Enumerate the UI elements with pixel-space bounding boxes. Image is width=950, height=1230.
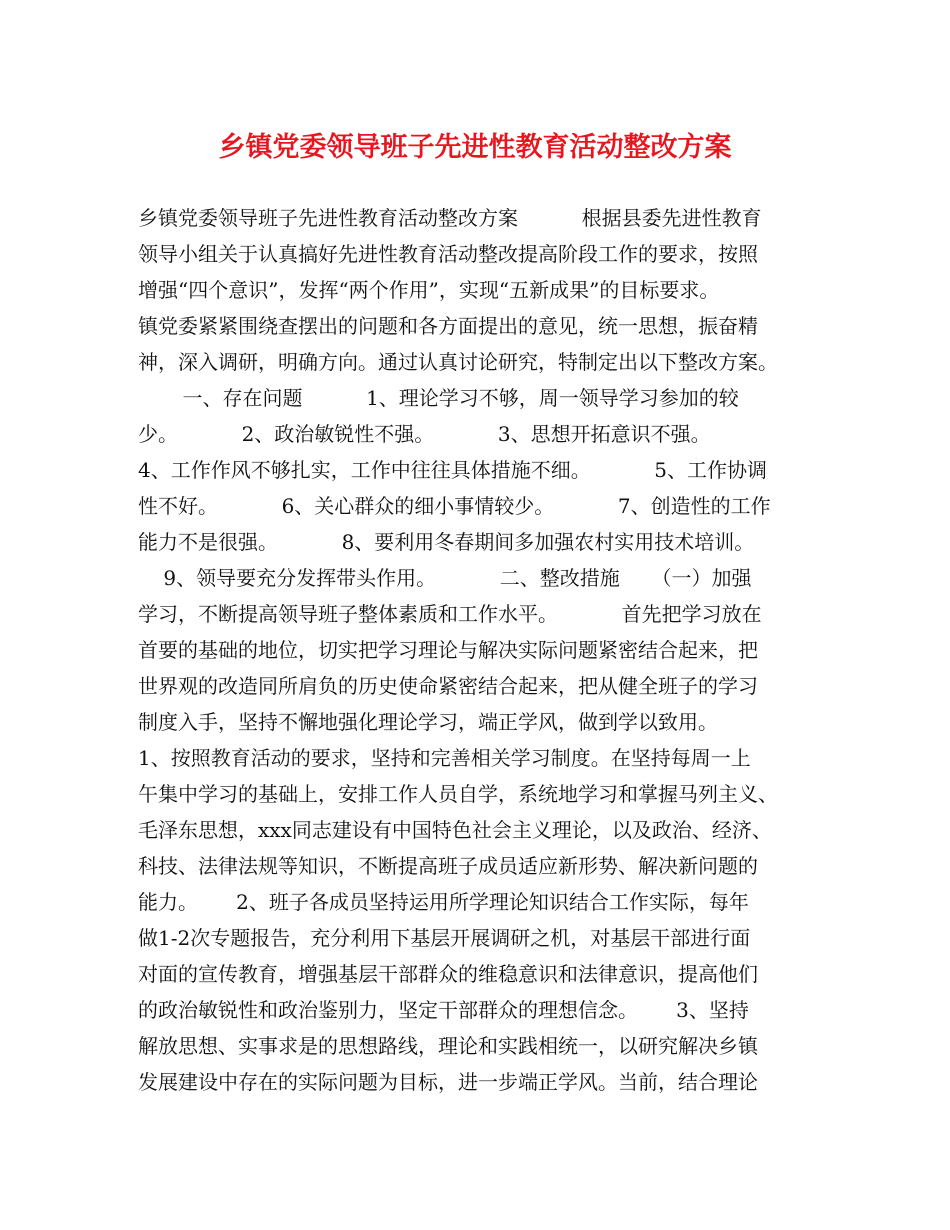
body-line: 首要的基础的地位，切实把学习理论与解决实际问题紧密结合起来，把: [138, 638, 758, 662]
body-line: 学习，不断提高领导班子整体素质和工作水平。 首先把学习放在: [138, 602, 762, 626]
body-line: 9、领导要充分发挥带头作用。 二、整改措施 （一）加强: [138, 566, 752, 590]
body-line: 科技、法律法规等知识，不断提高班子成员适应新形势、解决新问题的: [138, 854, 758, 878]
body-line: 的政治敏锐性和政治鉴别力，坚定干部群众的理想信念。 3、坚持: [138, 998, 749, 1022]
document-title: 乡镇党委领导班子先进性教育活动整改方案: [218, 132, 732, 163]
body-line: 4、工作作风不够扎实，工作中往往具体措施不细。 5、工作协调: [138, 458, 768, 482]
body-line: 做1-2次专题报告，充分利用下基层开展调研之机，对基层干部进行面: [138, 926, 751, 950]
body-line: 解放思想、实事求是的思想路线，理论和实践相统一，以研究解决乡镇: [138, 1034, 758, 1058]
body-line: 对面的宣传教育，增强基层干部群众的维稳意识和法律意识，提高他们: [138, 962, 758, 986]
body-line: 发展建设中存在的实际问题为目标，进一步端正学风。当前，结合理论: [138, 1070, 758, 1094]
body-line: 神，深入调研，明确方向。通过认真讨论研究，特制定出以下整改方案。: [138, 350, 778, 374]
body-line: 一、存在问题 1、理论学习不够，周一领导学习参加的较: [138, 386, 739, 410]
document-body: [138, 200, 838, 1100]
body-line: 性不好。 6、关心群众的细小事情较少。 7、创造性的工作: [138, 494, 771, 518]
body-line: 少。 2、政治敏锐性不强。 3、思想开拓意识不强。: [138, 422, 711, 446]
body-line: 毛泽东思想，xxx同志建设有中国特色社会主义理论，以及政治、经济、: [138, 818, 772, 842]
body-line: 能力不是很强。 8、要利用冬春期间多加强农村实用技术培训。: [138, 530, 755, 554]
body-line: 午集中学习的基础上，安排工作人员自学，系统地学习和掌握马列主义、: [138, 782, 778, 806]
body-line: 能力。 2、班子各成员坚持运用所学理论知识结合工作实际，每年: [138, 890, 749, 914]
body-line: 增强“四个意识”，发挥“两个作用”，实现“五新成果”的目标要求。: [138, 278, 720, 302]
body-line: 领导小组关于认真搞好先进性教育活动整改提高阶段工作的要求，按照: [138, 242, 758, 266]
body-line: 1、按照教育活动的要求，坚持和完善相关学习制度。在坚持每周一上: [138, 746, 751, 770]
body-line: 世界观的改造同所肩负的历史使命紧密结合起来，把从健全班子的学习: [138, 674, 758, 698]
body-line: 乡镇党委领导班子先进性教育活动整改方案 根据县委先进性教育: [138, 206, 762, 230]
body-line: 镇党委紧紧围绕查摆出的问题和各方面提出的意见，统一思想，振奋精: [138, 314, 758, 338]
body-line: 制度入手，坚持不懈地强化理论学习，端正学风，做到学以致用。: [138, 710, 718, 734]
